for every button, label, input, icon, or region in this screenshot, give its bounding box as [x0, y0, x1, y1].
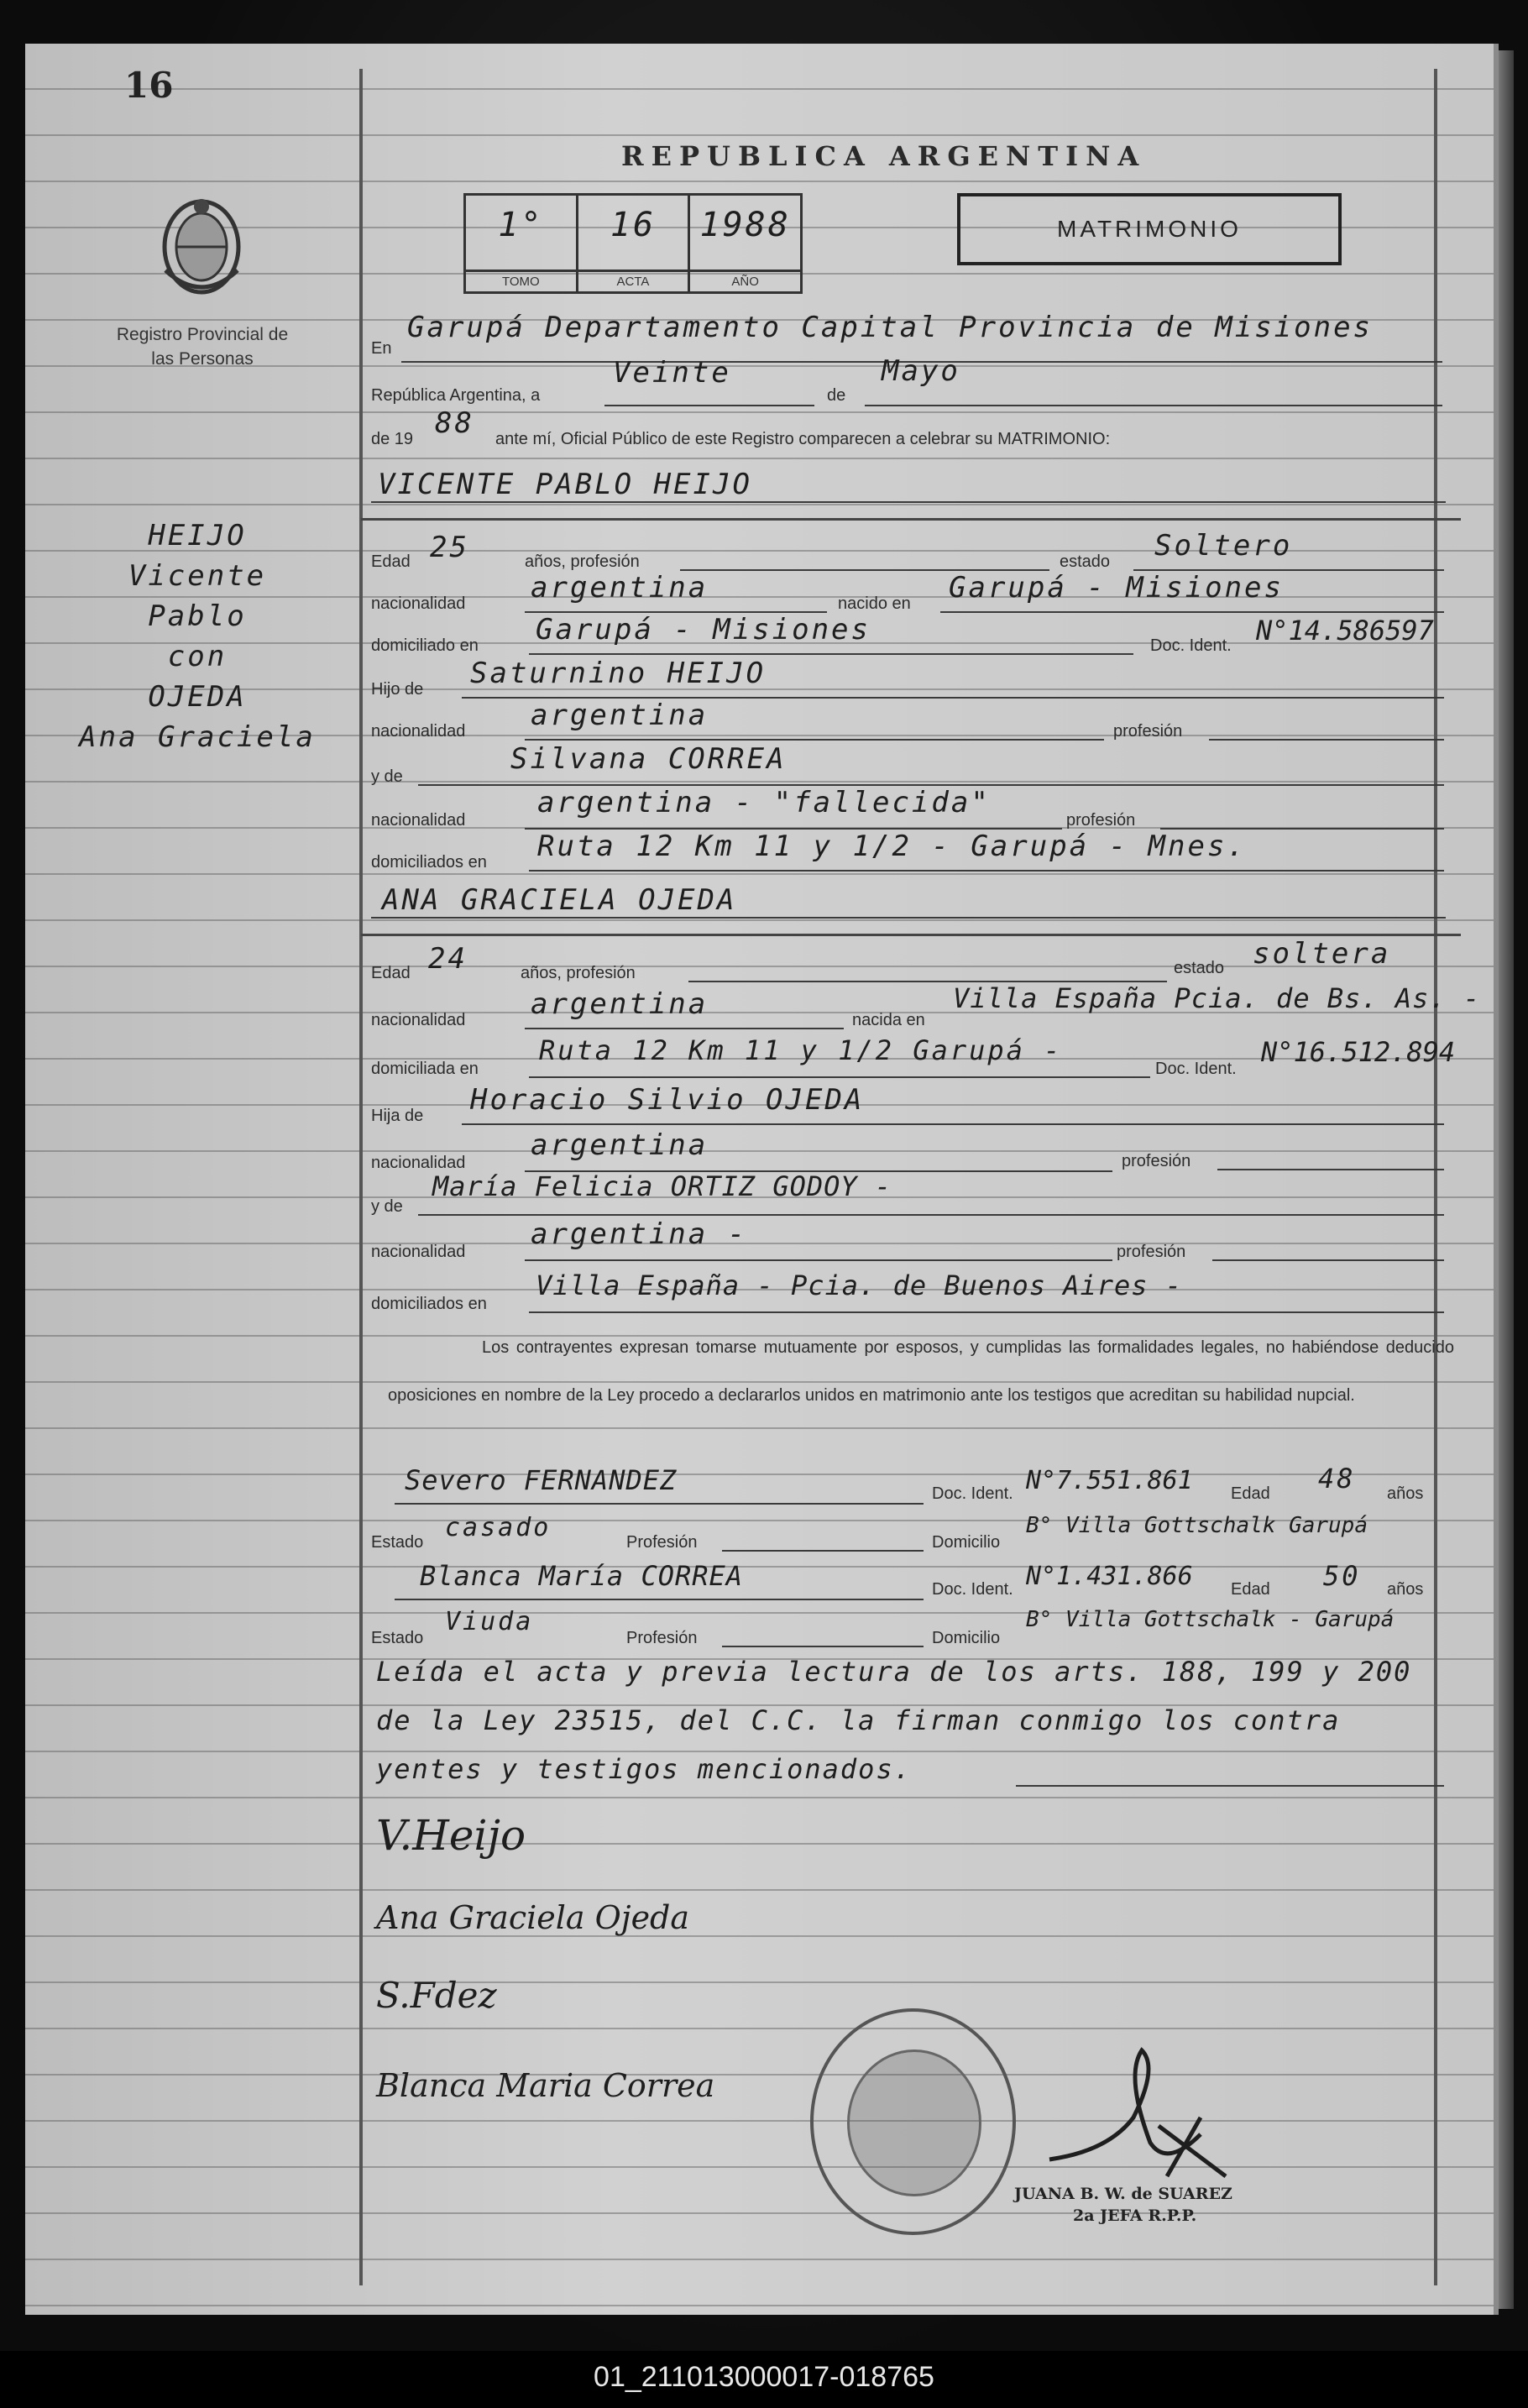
- year-label-pre: de 19: [371, 430, 414, 448]
- groom-parents-dom: Ruta 12 Km 11 y 1/2 - Garupá - Mnes.: [537, 830, 1247, 863]
- fill-line: [395, 1503, 924, 1505]
- bride-nac-label: nacionalidad: [371, 1011, 466, 1029]
- bride-father-prof-label: profesión: [1122, 1152, 1191, 1170]
- officer-stamp: [1014, 2183, 1232, 2227]
- fill-line: [462, 1123, 1444, 1125]
- witness2-doc: N°1.431.866: [1026, 1562, 1193, 1591]
- fill-line: [722, 1550, 924, 1552]
- witness2-doc-label: Doc. Ident.: [932, 1580, 1013, 1599]
- fill-line: [1217, 1169, 1444, 1170]
- groom-edad-label: Edad: [371, 552, 411, 571]
- fill-line: [529, 870, 1444, 872]
- groom-nacido: Garupá - Misiones: [949, 571, 1284, 605]
- signature-groom: V.Heijo: [376, 1811, 526, 1860]
- signature-witness1: S.Fdez: [376, 1975, 497, 2016]
- bride-anos-label: años, profesión: [521, 964, 636, 982]
- file-code: 01_211013000017-018765: [594, 2361, 934, 2393]
- groom-name: VICENTE PABLO HEIJO: [378, 468, 752, 501]
- witness1-doc-label: Doc. Ident.: [932, 1484, 1013, 1503]
- year-suffix: 88: [435, 406, 474, 440]
- bride-parents-dom-label: domiciliados en: [371, 1295, 487, 1313]
- fill-line: [418, 1214, 1444, 1216]
- tomo-label: TOMO: [466, 270, 576, 291]
- margin-note-given2: Ana Graciela: [79, 720, 316, 754]
- right-margin-line: [1434, 69, 1437, 2285]
- witness1-edad: 48: [1318, 1463, 1356, 1495]
- remarks-line1: Leída el acta y previa lectura de los arts. 188, 199 y 200: [376, 1656, 1412, 1688]
- fill-line: [529, 1311, 1444, 1313]
- witness2-edad-label: Edad: [1231, 1580, 1270, 1599]
- de-label: de: [827, 386, 846, 405]
- witness1-dom: B° Villa Gottschalk Garupá: [1026, 1513, 1368, 1538]
- fill-line: [371, 917, 1446, 919]
- bride-nac: argentina: [531, 987, 709, 1021]
- bride-mother-nac-label: nacionalidad: [371, 1243, 466, 1261]
- margin-line: [359, 69, 363, 2285]
- coat-of-arms-icon: [155, 195, 248, 300]
- day-value: Veinte: [613, 356, 731, 390]
- fill-line: [940, 611, 1444, 613]
- fill-line: [529, 1076, 1150, 1078]
- groom-yde-label: y de: [371, 767, 403, 786]
- page-edge: [1499, 50, 1514, 2309]
- fill-line: [1209, 739, 1444, 741]
- bride-edad: 24: [428, 942, 468, 976]
- groom-parents-dom-label: domiciliados en: [371, 853, 487, 872]
- groom-anos-label: años, profesión: [525, 552, 640, 571]
- country-title: REPUBLICA ARGENTINA: [621, 140, 1147, 172]
- bride-mother-nac: argentina -: [531, 1217, 748, 1251]
- year-label-post: ante mí, Oficial Público de este Registro comparecen a celebrar su MATRIMONIO:: [495, 430, 1111, 448]
- groom-nacido-label: nacido en: [838, 594, 911, 613]
- registry-stamp: [810, 2008, 1016, 2235]
- month-value: Mayo: [882, 354, 960, 388]
- closing-paragraph: Los contrayentes expresan tomarse mutuamente por esposos, y cumplidas las formalidades legales, no habiéndose deducido oposiciones en nombre de la Ley procedo a declararlos unidos en matrimonio ante los testigos que acreditan su habilidad nupcial.: [388, 1338, 1454, 1405]
- fill-line: [865, 405, 1442, 406]
- place-value: Garupá Departamento Capital Provincia de Misiones: [407, 311, 1374, 344]
- bride-nacida-label: nacida en: [852, 1011, 925, 1029]
- fill-line: [1212, 1259, 1444, 1261]
- groom-father-nac: argentina: [531, 699, 709, 732]
- officer-name: JUANA B. W. de SUAREZ: [1014, 2185, 1232, 2203]
- margin-note-surname: HEIJO: [148, 519, 247, 552]
- bride-mother-prof-label: profesión: [1117, 1243, 1186, 1261]
- witness2-edad: 50: [1323, 1560, 1361, 1592]
- bride-parents-dom: Villa España - Pcia. de Buenos Aires -: [536, 1269, 1183, 1301]
- witness1-name: Severo FERNANDEZ: [405, 1464, 678, 1496]
- fill-line: [722, 1646, 924, 1647]
- remarks-line3: yentes y testigos mencionados.: [376, 1753, 912, 1785]
- tomo-value: 1°: [498, 206, 544, 244]
- fill-line: [1016, 1785, 1444, 1787]
- margin-note-con: con: [167, 640, 228, 673]
- witness2-prof-label: Profesión: [626, 1629, 698, 1647]
- groom-edad: 25: [430, 531, 469, 564]
- groom-dom: Garupá - Misiones: [536, 613, 871, 646]
- witness2-name: Blanca María CORREA: [420, 1560, 744, 1592]
- fill-line: [371, 501, 1446, 503]
- margin-note: [71, 516, 323, 757]
- witness1-anos-label: años: [1387, 1484, 1424, 1503]
- groom-estado-label: estado: [1060, 552, 1111, 571]
- remarks-line2: de la Ley 23515, del C.C. la firman conmigo los contra: [376, 1704, 1341, 1736]
- bride-father-nac-label: nacionalidad: [371, 1154, 466, 1172]
- signature-witness2: Blanca Maria Correa: [376, 2067, 715, 2104]
- registry-stamp-center: [847, 2049, 981, 2196]
- groom-mother-nac-label: nacionalidad: [371, 811, 466, 830]
- register-page: [25, 44, 1499, 2315]
- en-label: En: [371, 339, 392, 358]
- acta-cell: [578, 196, 691, 291]
- groom-father-prof-label: profesión: [1113, 722, 1183, 741]
- margin-note-surname2: OJEDA: [148, 680, 247, 714]
- bride-estado: soltera: [1253, 937, 1391, 971]
- witness2-estado-label: Estado: [371, 1629, 424, 1647]
- margin-note-given: Vicente Pablo: [128, 559, 267, 633]
- witness1-edad-label: Edad: [1231, 1484, 1270, 1503]
- witness1-estado-label: Estado: [371, 1533, 424, 1552]
- registry-name: Registro Provincial de las Personas: [116, 325, 289, 369]
- groom-doc: N°14.586597: [1256, 615, 1434, 646]
- groom-mother-prof-label: profesión: [1066, 811, 1136, 830]
- page-number: 16: [124, 65, 174, 106]
- witness2-dom-label: Domicilio: [932, 1629, 1001, 1647]
- ano-cell: [690, 196, 800, 291]
- groom-mother: Silvana CORREA: [510, 742, 787, 776]
- bride-estado-label: estado: [1174, 959, 1225, 977]
- bride-mother: María Felicia ORTIZ GODOY -: [432, 1170, 892, 1202]
- fill-line: [395, 1599, 924, 1600]
- bride-doc-label: Doc. Ident.: [1155, 1060, 1237, 1078]
- bride-hija-label: Hija de: [371, 1107, 424, 1125]
- bride-name: ANA GRACIELA OJEDA: [382, 883, 737, 917]
- bride-dom-label: domiciliada en: [371, 1060, 479, 1078]
- bride-edad-label: Edad: [371, 964, 411, 982]
- witness2-estado: Viuda: [445, 1607, 534, 1636]
- bride-nacida: Villa España Pcia. de Bs. As. -: [953, 982, 1481, 1014]
- act-type-box: MATRIMONIO: [957, 193, 1342, 265]
- acta-label: ACTA: [578, 270, 688, 291]
- groom-father-nac-label: nacionalidad: [371, 722, 466, 741]
- officer-signature-icon: [1033, 2034, 1234, 2193]
- groom-hijo-label: Hijo de: [371, 680, 424, 699]
- ano-label: AÑO: [690, 270, 800, 291]
- bride-father-nac: argentina: [531, 1128, 709, 1162]
- bride-doc: N°16.512.894: [1261, 1036, 1456, 1068]
- witness1-estado: casado: [445, 1513, 552, 1542]
- groom-estado: Soltero: [1154, 529, 1293, 563]
- section-rule: [361, 518, 1461, 521]
- fill-line: [525, 1259, 1112, 1261]
- acta-value: 16: [610, 206, 657, 244]
- witness1-doc: N°7.551.861: [1026, 1466, 1193, 1495]
- republica-label: República Argentina, a: [371, 386, 541, 405]
- tomo-acta-table: [463, 193, 803, 294]
- witness1-prof-label: Profesión: [626, 1533, 698, 1552]
- fill-line: [525, 739, 1104, 741]
- fill-line: [529, 653, 1133, 655]
- bride-father: Horacio Silvio OJEDA: [470, 1083, 865, 1117]
- ano-value: 1988: [699, 206, 791, 244]
- fill-line: [604, 405, 814, 406]
- witness2-anos-label: años: [1387, 1580, 1424, 1599]
- groom-mother-nac: argentina - "fallecida": [537, 786, 991, 819]
- witness2-dom: B° Villa Gottschalk - Garupá: [1026, 1607, 1395, 1632]
- groom-nac: argentina: [531, 571, 709, 605]
- witness1-dom-label: Domicilio: [932, 1533, 1001, 1552]
- fill-line: [525, 1028, 844, 1029]
- officer-title: 2a JEFA R.P.P.: [1073, 2206, 1197, 2225]
- groom-doc-label: Doc. Ident.: [1150, 636, 1232, 655]
- tomo-cell: [466, 196, 578, 291]
- groom-father: Saturnino HEIJO: [470, 657, 767, 690]
- section-rule: [361, 934, 1461, 936]
- bride-yde-label: y de: [371, 1197, 403, 1216]
- groom-nac-label: nacionalidad: [371, 594, 466, 613]
- bride-dom: Ruta 12 Km 11 y 1/2 Garupá -: [539, 1034, 1063, 1066]
- groom-dom-label: domiciliado en: [371, 636, 479, 655]
- signature-bride: Ana Graciela Ojeda: [376, 1899, 690, 1936]
